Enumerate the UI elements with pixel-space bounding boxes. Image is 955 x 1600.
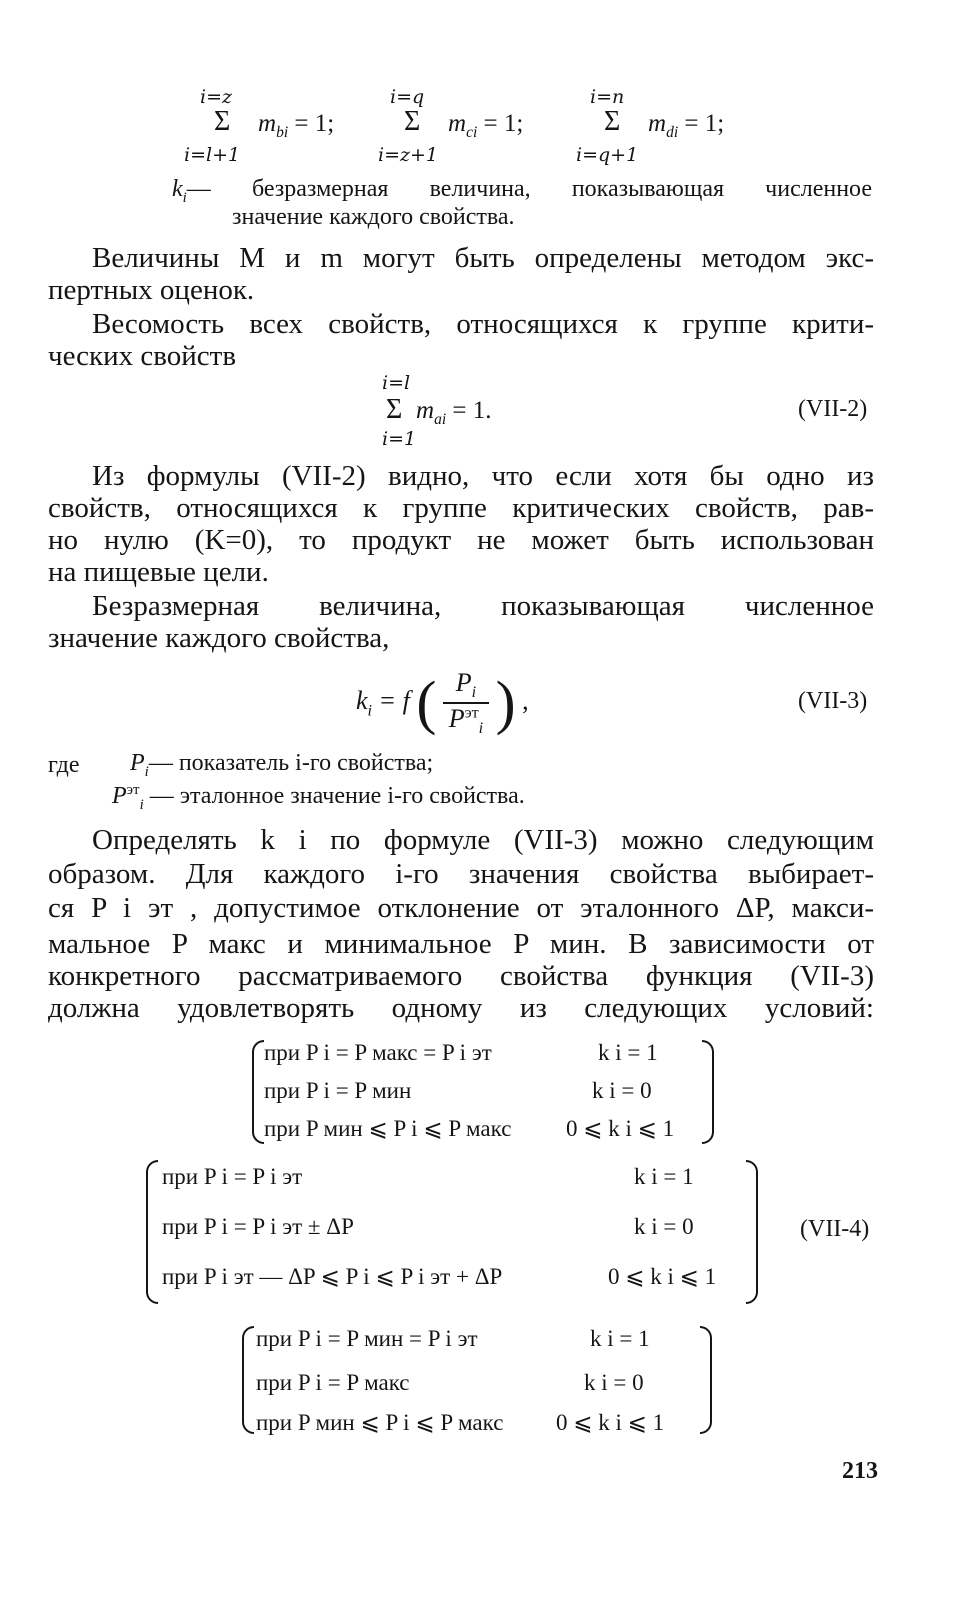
eq3: $k_i = f$ ( $\frac{P_i}{P^{эт}_i}$ ) , [356,668,529,738]
sum3-upper: i=n [590,86,625,108]
left-brace-icon [146,1160,158,1304]
para2-line1: Весомость всех свойств, относящихся к группе крити- [92,308,874,340]
eq2-number: (VII-2) [798,396,868,422]
para3-line3: но нулю (K=0), то продукт не может быть использован [48,524,874,556]
system3-res-2: k i = 0 [584,1370,644,1395]
para1-line1: Величины M и m могут быть определены методом экс- [92,242,874,274]
para4-line2: значение каждого свойства, [48,622,390,654]
sigma-icon: Σ [404,106,421,137]
para5-line5: конкретного рассматриваемого свойства функция (VII-3) [48,960,874,992]
sum2-lower: i=z+1 [378,144,439,166]
sigma-icon: Σ [214,106,231,137]
para3-line2: свойств, относящихся к группе критических свойств, рав- [48,492,874,524]
system2-res-1: k i = 1 [634,1164,694,1189]
left-brace-icon [252,1040,264,1144]
system1-cond-3: при P мин ⩽ P i ⩽ P макс [264,1116,512,1141]
system2-number: (VII-4) [800,1216,870,1242]
right-brace-icon [746,1160,758,1304]
where-item1: $P_i—$ показатель i-го свойства; [130,750,434,780]
eq2-lower: i=1 [382,428,417,450]
para5-line6: должна удовлетворять одному из следующих условий: [48,992,874,1024]
system2-res-2: k i = 0 [634,1214,694,1239]
para5-line3: ся P i эт , допустимое отклонение от эталонного ΔP, макси- [48,892,874,924]
para5-line2: образом. Для каждого i-го значения свойства выбирает- [48,858,874,890]
para5-line4: мальное P макс и минимальное P мин. В зависимости от [48,928,874,960]
system1-cond-1: при P i = P макс = P i эт [264,1040,492,1065]
left-brace-icon [242,1326,254,1434]
sum3-lower: i=q+1 [576,144,639,166]
right-brace-icon [702,1040,714,1144]
system3-cond-3: при P мин ⩽ P i ⩽ P макс [256,1410,504,1435]
system2-cond-2: при P i = P i эт ± ΔP [162,1214,354,1239]
para4-line1: Безразмерная величина, показывающая численное [92,590,874,622]
eq2-expr: $m_{ai} = 1$. [416,397,492,428]
para5-line1: Определять k i по формуле (VII-3) можно следующим [92,824,874,856]
sigma-icon: Σ [386,394,403,425]
system1-cond-2: при P i = P мин [264,1078,412,1103]
system1-res-1: k i = 1 [598,1040,658,1065]
eq2-upper: i=l [382,372,411,394]
page-number: 213 [842,1458,878,1484]
system3-cond-1: при P i = P мин = P i эт [256,1326,478,1351]
ki-definition-line2: значение каждого свойства. [232,204,515,230]
sum1-upper: i=z [200,86,233,108]
sum2-expr: $m_{ci} = 1$; [448,110,524,141]
sum1-expr: $m_{bi} = 1$; [258,110,335,141]
system1-res-3: 0 ⩽ k i ⩽ 1 [566,1116,675,1141]
ki-definition-line1: $k_i—$ безразмерная величина, показывающая численное [172,176,872,206]
right-brace-icon [700,1326,712,1434]
system3-res-3: 0 ⩽ k i ⩽ 1 [556,1410,665,1435]
where-item2: $P^{эт}_i$ — эталонное значение i-го свойства. [112,782,525,813]
para2-line2: ческих свойств [48,340,237,372]
where-label: где [48,752,80,778]
system2-res-3: 0 ⩽ k i ⩽ 1 [608,1264,717,1289]
eq3-number: (VII-3) [798,688,868,714]
para3-line4: на пищевые цели. [48,556,269,588]
para1-line2: пертных оценок. [48,274,255,306]
system1-res-2: k i = 0 [592,1078,652,1103]
sum3-expr: $m_{di} = 1$; [648,110,725,141]
para3-line1: Из формулы (VII-2) видно, что если хотя бы одно из [92,460,874,492]
sum1-lower: i=l+1 [184,144,241,166]
system3-cond-2: при P i = P макс [256,1370,410,1395]
system2-cond-1: при P i = P i эт [162,1164,303,1189]
sigma-icon: Σ [604,106,621,137]
system2-cond-3: при P i эт — ΔP ⩽ P i ⩽ P i эт + ΔP [162,1264,503,1289]
system3-res-1: k i = 1 [590,1326,650,1351]
sum2-upper: i=q [390,86,425,108]
